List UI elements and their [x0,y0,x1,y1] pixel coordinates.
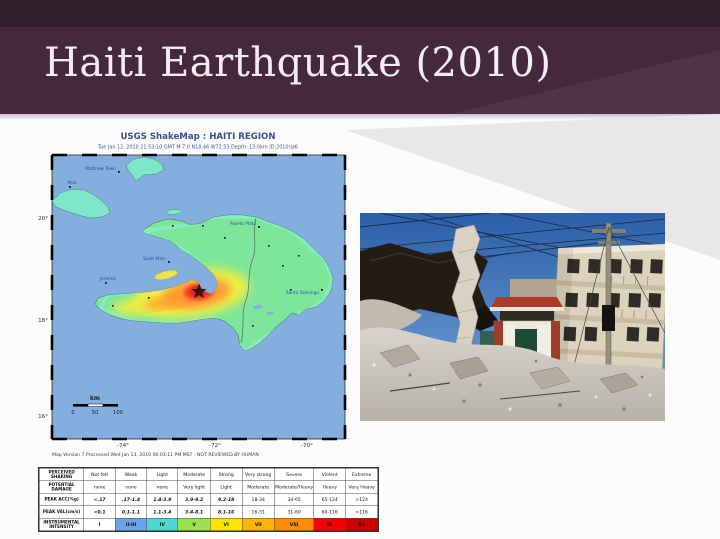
damage-cell: Moderate [242,481,274,494]
city-label: Saint-Marc [143,257,166,262]
city-label: Puerto Plata [229,222,256,227]
shaking-cell: Severe [274,468,313,481]
city-marker [321,289,323,291]
acc-cell: <.17 [84,493,115,506]
table-row [39,468,379,481]
damage-cell: Heavy [314,481,346,494]
damage-cell: none [115,481,146,494]
damage-cell: Very light [178,481,210,494]
acc-cell: 65-124 [314,493,346,506]
intensity-cell: V [178,518,210,531]
slide-header [0,0,720,114]
lon-tick: -74° [117,443,129,449]
vel-cell: <0.1 [84,506,115,519]
city-marker [105,282,107,284]
vel-cell: 16-31 [242,506,274,519]
acc-cell: 1.4-3.9 [147,493,178,506]
damage-cell: Light [210,481,242,494]
header-top-strip [0,0,720,27]
table-row [39,506,379,519]
shaking-cell: Violent [314,468,346,481]
table-row [39,518,379,531]
acc-cell: 18-34 [242,493,274,506]
intensity-cell: IX [314,518,346,531]
vel-cell: 31-60 [274,506,313,519]
intensity-cell: VII [242,518,274,531]
shaking-cell: Weak [115,468,146,481]
row-header: PEAK VEL(cm/s) [39,506,84,519]
lon-tick: -72° [209,443,221,449]
acc-cell: 9.2-18 [210,493,242,506]
vel-cell: 60-116 [314,506,346,519]
intensity-cell: X+ [346,518,379,531]
damage-cell: Very Heavy [346,481,379,494]
slide-title: Haiti Earthquake (2010) [44,40,552,86]
city-marker [258,226,260,228]
scale-tick: 0 [71,410,75,416]
damage-photo [360,213,665,421]
shaking-cell: Extreme [346,468,379,481]
vel-cell: 3.4-8.1 [178,506,210,519]
acc-cell: >124 [346,493,379,506]
shaking-cell: Very strong [242,468,274,481]
row-header: PERCEIVED SHAKING [39,468,84,481]
city-label: Moa [67,181,77,186]
acc-cell: 34-65 [274,493,313,506]
table-row [39,481,379,494]
damage-cell: none [147,481,178,494]
city-label: Jeremie [99,277,117,282]
intensity-cell: IV [147,518,178,531]
shaking-cell: Light [147,468,178,481]
city-marker [69,186,71,188]
shaking-cell: Moderate [178,468,210,481]
intensity-cell: VI [210,518,242,531]
row-header: PEAK ACC(%g) [39,493,84,506]
map-title: USGS ShakeMap : HAITI REGION [120,132,276,142]
vel-cell: 1.1-3.4 [147,506,178,519]
vel-cell: 0.1-1.1 [115,506,146,519]
shaking-cell: Strong [210,468,242,481]
vel-cell: 8.1-16 [210,506,242,519]
intensity-legend [38,467,379,532]
damage-cell: none [84,481,115,494]
intensity-cell: VIII [274,518,313,531]
lat-tick: 18° [38,318,48,324]
intensity-cell: I [84,518,115,531]
shakemap-image [25,124,370,466]
shaking-cell: Not felt [84,468,115,481]
scale-tick: 100 [113,410,123,416]
city-label: Matthew Town [85,167,116,172]
lat-tick: 16° [38,414,48,420]
scale-tick: 50 [91,410,99,416]
intensity-table [38,467,379,532]
acc-cell: .17-1.4 [115,493,146,506]
table-row [39,493,379,506]
scale-unit-label: km [90,396,100,402]
row-header: INSTRUMENTAL INTENSITY [39,518,84,531]
map-version-note: Map Version 7 Processed Wed Jan 13, 2010 06:03:11 PM MST - NOT REVIEWED BY HUMAN [52,453,259,458]
lon-tick: -70° [301,443,313,449]
lat-tick: 20° [38,216,48,222]
city-label: Santo Domingo [285,291,319,296]
city-marker [168,261,170,263]
vel-cell: >116 [346,506,379,519]
acc-cell: 3.9-9.2 [178,493,210,506]
row-header: POTENTIAL DAMAGE [39,481,84,494]
city-marker [118,171,120,173]
intensity-cell: II-III [115,518,146,531]
transformer-box [602,305,615,331]
damage-cell: Moderate/Heavy [274,481,313,494]
lake [267,312,274,315]
map-subtitle: Tue Jan 12, 2010 21:53:10 GMT M 7.0 N18.46 W72.53 Depth: 13.0km ID:2010rja6 [97,144,299,151]
